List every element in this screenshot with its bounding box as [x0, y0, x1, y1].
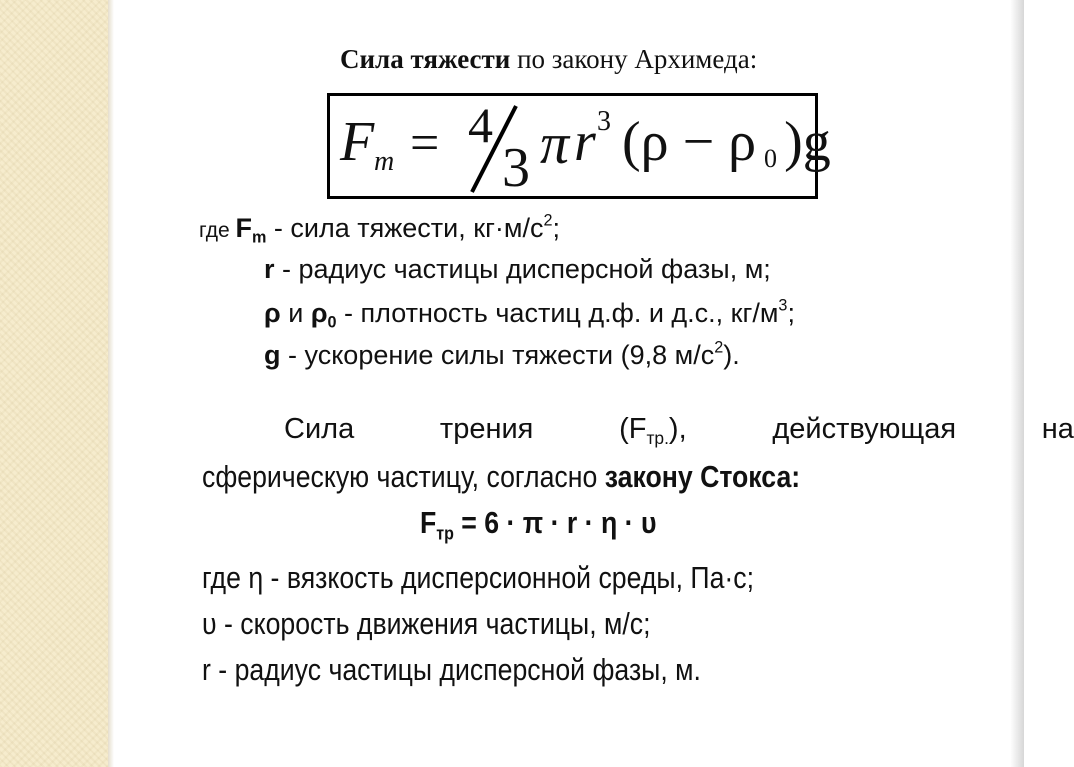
definition-fm: [199, 211, 561, 247]
archimedes-formula-box: [327, 93, 831, 199]
strip-edge-shadow: [108, 0, 114, 767]
formula-equals: =: [410, 115, 440, 172]
formula-F: F: [340, 111, 375, 173]
word: Сила: [284, 413, 355, 445]
def-sub-m: m: [251, 228, 267, 247]
stokes-formula: [420, 505, 657, 544]
stokes-rest: = 6 · π · r · η · υ: [453, 505, 657, 540]
stokes-line-1: [284, 413, 1074, 449]
formula-pi: π: [540, 111, 570, 176]
stokes-sub: тр: [436, 522, 454, 544]
formula-paren-expr: (ρ − ρ: [622, 111, 757, 173]
definition-g: [264, 340, 740, 371]
word: трения: [439, 413, 534, 445]
word: на: [1041, 413, 1074, 445]
definition-rho: [264, 296, 795, 332]
def-sym-rho: ρ: [264, 298, 281, 328]
formula-density-difference: [622, 110, 831, 174]
def-mid: и: [280, 298, 311, 328]
stokes-line-5: υ - скорость движения частицы, м/с;: [202, 606, 651, 641]
def-sym-F: F: [235, 213, 252, 243]
stokes-line-2-text: сферическую частицу, согласно: [202, 459, 605, 494]
formula-power-3: 3: [597, 106, 611, 137]
friction-sub: тр.: [646, 428, 669, 449]
definition-r: [264, 254, 771, 285]
def-text: - плотность частиц д.ф. и д.с., кг/м: [336, 298, 779, 328]
def-sym-g: g: [264, 340, 281, 370]
archimedes-heading: [340, 44, 757, 75]
formula-denominator: 3: [502, 137, 530, 199]
heading-rest: по закону Архимеда:: [510, 44, 758, 74]
stokes-law-bold: закону Стокса:: [604, 459, 801, 494]
friction-close: ),: [668, 413, 687, 445]
stokes-line-6: r - радиус частицы дисперсной фазы, м.: [202, 652, 701, 687]
formula-sub-m: m: [374, 146, 395, 177]
def-end: ).: [723, 340, 740, 370]
def-sym-r: r: [264, 254, 275, 284]
decorative-side-strip: [0, 0, 108, 767]
def-end: ;: [787, 298, 795, 328]
def-end: ;: [552, 213, 561, 243]
formula-numerator: 4: [468, 97, 493, 153]
heading-bold: Сила тяжести: [340, 44, 511, 74]
def-sym-rho0: ρ: [310, 298, 328, 328]
formula-tail: )g: [784, 111, 831, 173]
stokes-F: F: [420, 505, 437, 540]
def-text: - сила тяжести, кг·м/с: [266, 213, 544, 243]
def-text: - ускорение силы тяжести (9,8 м/с: [280, 340, 715, 370]
right-edge-shadow: [1010, 0, 1024, 767]
def-sub-0: 0: [327, 313, 337, 332]
formula-sub-0: 0: [764, 144, 777, 173]
def-sup: 2: [543, 211, 553, 230]
def-sup: 3: [778, 296, 788, 315]
def-sup: 2: [714, 338, 724, 357]
stokes-line-4: где η - вязкость дисперсионной среды, Па·с;: [202, 560, 755, 595]
stokes-line-2: [202, 459, 800, 495]
def-prefix: где: [199, 219, 236, 242]
friction-F: (F: [619, 413, 647, 445]
friction-symbol: [619, 413, 687, 449]
word: действующая: [772, 413, 957, 445]
def-text: - радиус частицы дисперсной фазы, м;: [274, 254, 771, 284]
formula-r: r: [574, 111, 596, 173]
